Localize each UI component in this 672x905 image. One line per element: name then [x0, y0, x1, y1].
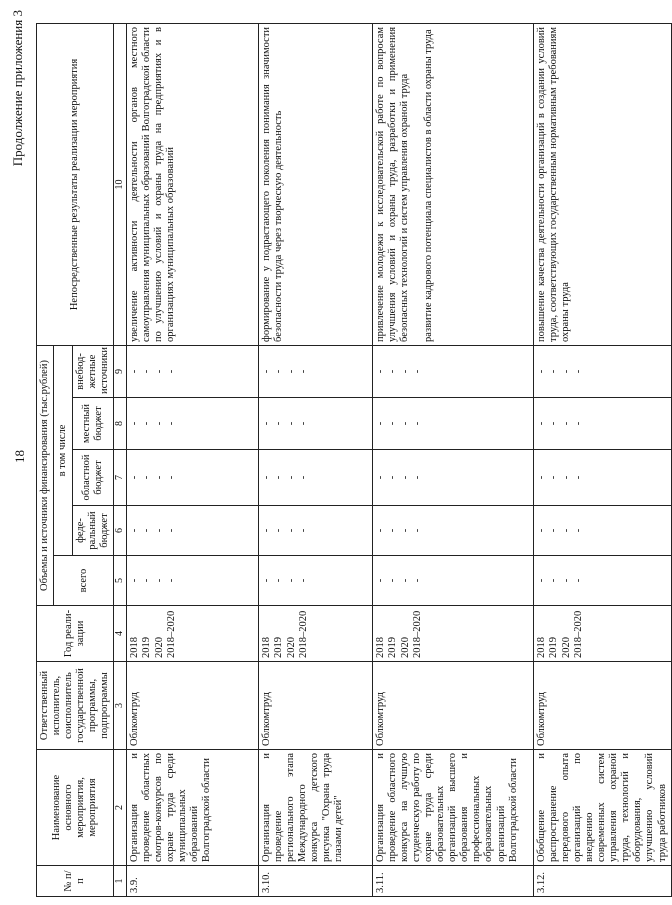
funding-value: -: [399, 421, 411, 426]
funding-total: [372, 556, 533, 606]
header-activity-name: Наименование основного мероприятия, мероприятия: [37, 750, 114, 866]
column-number: 7: [114, 450, 127, 506]
funding-value: -: [153, 528, 165, 533]
funding-value: -: [273, 528, 285, 533]
funding-value: -: [260, 421, 272, 426]
row-number: 3.12.: [533, 866, 671, 897]
funding-value: -: [298, 578, 310, 583]
funding-value: -: [535, 475, 547, 480]
table-row: [372, 23, 533, 896]
funding-value: -: [273, 578, 285, 583]
funding-local: [258, 398, 372, 450]
year-value: 2019: [273, 637, 285, 658]
funding-value: -: [535, 578, 547, 583]
funding-value: -: [412, 528, 424, 533]
funding-value: -: [560, 421, 572, 426]
implementation-years: [258, 606, 372, 662]
funding-value: -: [128, 528, 140, 533]
funding-value: -: [141, 578, 153, 583]
funding-value: -: [399, 528, 411, 533]
funding-value: -: [399, 369, 411, 374]
funding-value: -: [260, 528, 272, 533]
header-including: в том числе: [54, 345, 73, 555]
funding-offbudget: [258, 345, 372, 397]
funding-value: -: [548, 475, 560, 480]
expected-results: [372, 23, 533, 345]
header-regional-budget: областной бюджет: [73, 450, 114, 506]
funding-value: -: [535, 421, 547, 426]
funding-value: -: [374, 475, 386, 480]
funding-value: -: [374, 421, 386, 426]
funding-value: -: [548, 369, 560, 374]
header-results: Непосредственные результаты реализации мероприятия: [37, 23, 114, 345]
expected-results: [126, 23, 258, 345]
funding-value: -: [166, 578, 178, 583]
funding-value: -: [573, 475, 585, 480]
year-value: 2020: [560, 637, 572, 658]
funding-value: -: [298, 475, 310, 480]
funding-value: -: [412, 369, 424, 374]
funding-value: -: [374, 369, 386, 374]
table-row: [126, 23, 258, 896]
funding-value: -: [141, 475, 153, 480]
executor: Облкомтруд: [372, 662, 533, 750]
funding-value: -: [412, 421, 424, 426]
expected-results: [258, 23, 372, 345]
result-paragraph: повышение качества деятельности организаций в создании условий труда, соответствующих государственным нормативным требованиям охраны труда: [535, 26, 571, 342]
funding-total: [258, 556, 372, 606]
funding-value: -: [548, 578, 560, 583]
table-row: [533, 23, 671, 896]
funding-value: -: [298, 369, 310, 374]
funding-value: -: [399, 578, 411, 583]
funding-local: [372, 398, 533, 450]
funding-value: -: [285, 578, 297, 583]
funding-offbudget: [372, 345, 533, 397]
funding-value: -: [412, 578, 424, 583]
year-value: 2018–2020: [412, 610, 424, 658]
table-header: [37, 23, 127, 896]
year-value: 2019: [548, 637, 560, 658]
column-number: 3: [114, 662, 127, 750]
funding-value: -: [260, 369, 272, 374]
funding-value: -: [374, 528, 386, 533]
funding-value: -: [535, 528, 547, 533]
funding-total: [126, 556, 258, 606]
year-value: 2018: [128, 637, 140, 658]
funding-value: -: [374, 578, 386, 583]
funding-value: -: [285, 528, 297, 533]
year-value: 2018: [260, 637, 272, 658]
executor: Облкомтруд: [258, 662, 372, 750]
row-number: 3.10.: [258, 866, 372, 897]
year-value: 2018: [374, 637, 386, 658]
funding-total: [533, 556, 671, 606]
column-number: 9: [114, 345, 127, 397]
year-value: 2018–2020: [298, 610, 310, 658]
funding-value: -: [273, 475, 285, 480]
funding-regional: [258, 450, 372, 506]
activity-name: Организация и проведение областного конкурса на лучшую студенческую работу по охране труда среди образовательных организаций высшего образования и профессиональных образовательных организаций Волгоградской области: [372, 750, 533, 866]
funding-value: -: [387, 369, 399, 374]
year-value: 2020: [153, 637, 165, 658]
column-number: 2: [114, 750, 127, 866]
funding-value: -: [560, 475, 572, 480]
funding-value: -: [128, 421, 140, 426]
funding-value: -: [166, 475, 178, 480]
result-paragraph: увеличение активности деятельности органов местного самоуправления муниципальных образований Волгоградской области по улучшению условий и охраны труда на предприятиях и в организациях муниципальных образований: [128, 26, 177, 342]
funding-value: -: [387, 528, 399, 533]
funding-value: -: [285, 369, 297, 374]
funding-value: -: [387, 578, 399, 583]
table-row: [258, 23, 372, 896]
expected-results: [533, 23, 671, 345]
result-paragraph: привлечение молодежи к исследовательской работе по вопросам улучшения условий и охраны труда, разработки и применения безопасных технологий и систем управления охраной труда: [374, 26, 410, 342]
funding-value: -: [298, 421, 310, 426]
funding-value: -: [141, 528, 153, 533]
header-local-budget: местный бюджет: [73, 398, 114, 450]
column-number: 1: [114, 866, 127, 897]
page-number: 18: [12, 450, 27, 463]
funding-value: -: [128, 369, 140, 374]
result-paragraph: развитие кадрового потенциала специалистов в области охраны труда: [423, 29, 435, 342]
funding-value: -: [298, 528, 310, 533]
executor: Облкомтруд: [533, 662, 671, 750]
activity-name: Организация и проведение регионального этапа Международного конкурса детского рисунка "Охрана труда глазами детей": [258, 750, 372, 866]
funding-offbudget: [533, 345, 671, 397]
funding-value: -: [573, 421, 585, 426]
funding-value: -: [573, 528, 585, 533]
funding-value: -: [285, 475, 297, 480]
row-number: 3.11.: [372, 866, 533, 897]
column-number: 6: [114, 506, 127, 556]
header-federal-budget: феде-ральный бюджет: [73, 506, 114, 556]
funding-value: -: [166, 421, 178, 426]
column-number: 8: [114, 398, 127, 450]
header-financing: Объемы и источники финансирования (тыс.рублей): [37, 345, 54, 605]
program-table: [36, 23, 672, 897]
implementation-years: [372, 606, 533, 662]
funding-value: -: [573, 369, 585, 374]
funding-value: -: [285, 421, 297, 426]
year-value: 2020: [399, 637, 411, 658]
result-paragraph: формирование у подрастающего поколения понимания значимости безопасности труда через творческую деятельность: [260, 26, 284, 342]
header-total: всего: [54, 556, 114, 606]
funding-value: -: [128, 578, 140, 583]
funding-value: -: [535, 369, 547, 374]
funding-offbudget: [126, 345, 258, 397]
column-number: 4: [114, 606, 127, 662]
funding-value: -: [560, 578, 572, 583]
funding-value: -: [153, 369, 165, 374]
funding-regional: [372, 450, 533, 506]
funding-value: -: [399, 475, 411, 480]
executor: Облкомтруд: [126, 662, 258, 750]
year-value: 2018–2020: [166, 610, 178, 658]
header-offbudget-sources: внебюд-жетные источники: [73, 345, 114, 397]
activity-name: Организация и проведение областных смотров-конкурсов по охране труда среди муниципальных образований Волгоградской области: [126, 750, 258, 866]
year-value: 2019: [141, 637, 153, 658]
implementation-years: [126, 606, 258, 662]
funding-value: -: [128, 475, 140, 480]
year-value: 2020: [285, 637, 297, 658]
funding-value: -: [560, 528, 572, 533]
header-executor: Ответственный исполнитель, соисполнитель государственной программы, подпрограммы: [37, 662, 114, 750]
funding-value: -: [387, 475, 399, 480]
funding-federal: [533, 506, 671, 556]
row-number: 3.9.: [126, 866, 258, 897]
funding-value: -: [273, 369, 285, 374]
header-year: Год реали-зации: [37, 606, 114, 662]
continuation-label: Продолжение приложения 3: [10, 10, 25, 167]
funding-value: -: [166, 528, 178, 533]
funding-value: -: [412, 475, 424, 480]
funding-value: -: [166, 369, 178, 374]
year-value: 2019: [387, 637, 399, 658]
year-value: 2018: [535, 637, 547, 658]
funding-value: -: [153, 578, 165, 583]
funding-value: -: [560, 369, 572, 374]
column-numbers-row: [114, 23, 127, 896]
header-num: № п/п: [37, 866, 114, 897]
funding-regional: [533, 450, 671, 506]
funding-value: -: [273, 421, 285, 426]
year-value: 2018–2020: [573, 610, 585, 658]
table-body: [126, 23, 671, 896]
funding-value: -: [573, 578, 585, 583]
funding-value: -: [260, 475, 272, 480]
funding-value: -: [260, 578, 272, 583]
column-number: 5: [114, 556, 127, 606]
funding-value: -: [153, 421, 165, 426]
funding-value: -: [141, 421, 153, 426]
funding-federal: [258, 506, 372, 556]
column-number: 10: [114, 23, 127, 345]
implementation-years: [533, 606, 671, 662]
funding-regional: [126, 450, 258, 506]
activity-name: Обобщение и распространение передового опыта организаций по внедрению современных систем управления охраной труда, технологий и оборудования, улучшению условий труда работников: [533, 750, 671, 866]
funding-federal: [372, 506, 533, 556]
funding-value: -: [153, 475, 165, 480]
funding-federal: [126, 506, 258, 556]
funding-local: [126, 398, 258, 450]
funding-local: [533, 398, 671, 450]
funding-value: -: [141, 369, 153, 374]
funding-value: -: [387, 421, 399, 426]
funding-value: -: [548, 421, 560, 426]
funding-value: -: [548, 528, 560, 533]
